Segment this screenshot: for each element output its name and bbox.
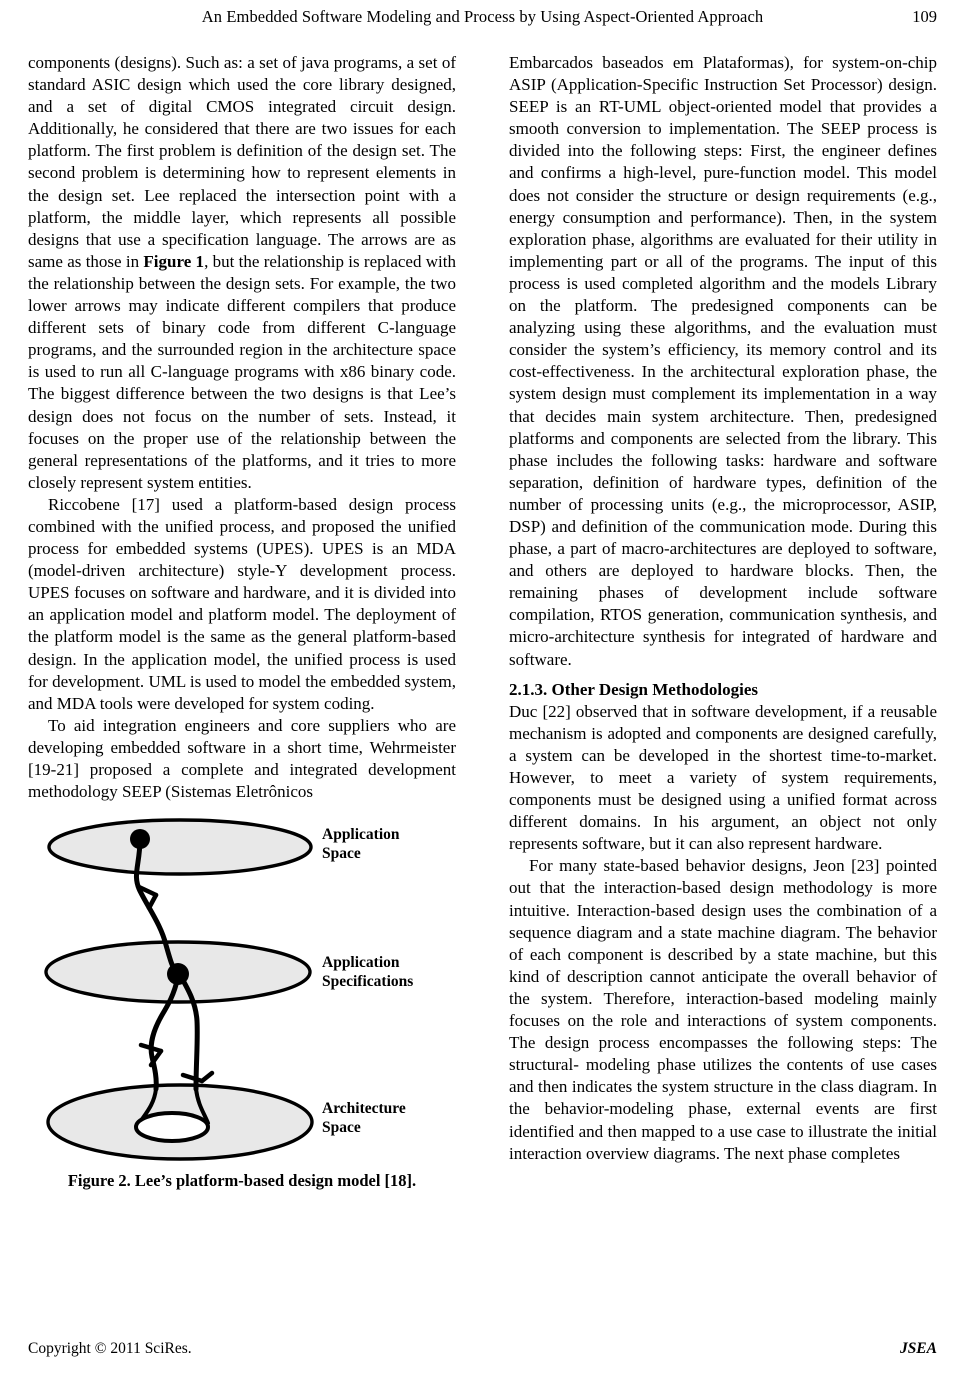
- figure-1-reference: Figure 1: [143, 251, 205, 271]
- label-application-specifications-line1: Application: [322, 954, 400, 972]
- page-footer: [28, 1340, 937, 1362]
- label-application-specifications: [322, 954, 413, 990]
- two-column-body: [28, 52, 937, 1297]
- running-head: [0, 0, 965, 37]
- label-application-space-line2: Space: [322, 845, 361, 863]
- paragraph-duc: Duc [22] observed that in software development, if a reusable mechanism is adopted and components are designed carefully, a system can be developed in the shortest time-to-market. However, to meet a variety of system requirements, components must be designed using a unified format across different domains. In his argument, an object not only represents software, but it can also represent hardware.: [509, 701, 937, 854]
- figure-2: [28, 817, 456, 1191]
- figure-2-graphic: [28, 817, 456, 1169]
- paragraph-components: [28, 52, 456, 494]
- copyright-notice: Copyright © 2011 SciRes.: [28, 1340, 192, 1357]
- paragraph-components-text-after: , but the relationship is replaced with the relationship between the design sets. For example, the two lower arrows may indicate different compilers that produce different sets of binary code from different C-language programs, and the surrounded region in the architecture space is used to run all C-language programs with x86 binary code. The biggest difference between the two designs is that Lee’s design does not focus on the number of sets. Instead, it focuses on the proper use of the relationship between the general representations of the platforms, and it tries to more closely represent system entities.: [28, 251, 456, 492]
- arrowhead-lower-right-barb-b: [202, 1073, 212, 1081]
- label-application-specifications-line2: Specifications: [322, 973, 414, 991]
- figure-2-caption: Figure 2. Lee’s platform-based design model [18].: [67, 1171, 417, 1191]
- funnel-mouth-ellipse: [136, 1113, 208, 1141]
- paragraph-jeon: For many state-based behavior designs, Jeon [23] pointed out that the interaction-based design methodology is more intuitive. Interaction-based design uses the combination of a sequence diagram and a state machine diagram. The behavior of each component is described by a state machine, but this kind of description cannot anticipate the overall behavior of the system. Therefore, interaction-based modeling mainly focuses on the role and interactions of system components. The design process encompasses the following steps: The structural- modeling phase utilizes the contents of use cases and then indicates the system structure in the class diagram. In the behavior-modeling phase, external events are first identified and then mapped to a use case to illustrate the initial interaction overview diagrams. The next phase completes: [509, 856, 937, 1163]
- arrowhead-upper-barb-b: [149, 895, 156, 908]
- journal-abbreviation: JSEA: [899, 1340, 937, 1357]
- left-column: [28, 52, 456, 1191]
- node-dot-application-specifications: [167, 963, 189, 985]
- label-application-space: [322, 826, 400, 862]
- arrowhead-lower-left-barb-a: [141, 1045, 161, 1051]
- label-architecture-space-line2: Space: [322, 1119, 361, 1137]
- application-space-ellipse: [49, 820, 311, 874]
- arrowhead-lower-right-barb-a: [183, 1075, 202, 1081]
- section-heading-2-1-3: 2.1.3. Other Design Methodologies: [509, 679, 759, 699]
- paragraph-riccobene: Riccobene [17] used a platform-based design process combined with the unified process, and proposed the unified process for embedded systems (UPES). UPES is an MDA (model-driven architecture) style-Y development process. UPES focuses on software and hardware, and it is divided into an application model and platform model. The deployment of the platform model is the same as the general platform-based design. In the application model, the unified process is used for development. UML is used to model the embedded system, and MDA tools were developed for system coding.: [28, 494, 456, 713]
- running-head-title: An Embedded Software Modeling and Process by Using Aspect-Oriented Approach: [201, 7, 764, 26]
- plane-application-space: [49, 820, 311, 874]
- label-application-space-line1: Application: [322, 826, 400, 844]
- paragraph-components-text-before: components (designs). Such as: a set of java programs, a set of standard ASIC design which used the core library designed, and a set of digital CMOS integrated circuit design. Additionally, he considered that there are two issues for each platform. The first problem is definition of the design set. The second problem is determining how to represent elements in the design set. Lee replaced the intersection point with a platform, the middle layer, which represents all possible designs that use a specification language. The arrows are as same as those in: [28, 53, 456, 271]
- right-column: [509, 52, 937, 1165]
- label-architecture-space: [322, 1100, 406, 1136]
- lee-platform-model-diagram: [28, 817, 456, 1169]
- label-architecture-space-line1: Architecture: [322, 1100, 406, 1118]
- paragraph-seep: Embarcados baseados em Plataformas), for system-on-chip ASIP (Application-Specific Instruction Set Processor) design. SEEP is an RT-UML object-oriented model that provides a smooth conversion to implementation. The SEEP process is divided into the following steps: First, the engineer defines and confirms a high-level, pure-function model. This model does not consider the structure or design requirements (e.g., energy consumption and performance). Then, in the system exploration phase, algorithms are evaluated for their utility in implementing part or all of the programs. The input of this process is used completed algorithm and the models Library on the platform. The predesigned components can be analyzing using these algorithms, and the evaluation must consider the system’s efficiency, its memory control and its cost-effectiveness. In the architectural exploration phase, the system design must complement its implementation in a way that decides main system architecture. Then, predesigned platforms and components are selected from the library. This phase includes the following tasks: hardware and software separation, definition of hardware types, definition of the number of processing units (e.g., the microprocessor, ASIP, DSP) and definition of the communication mode. During this phase, a part of macro-architectures are deployed to software, and others are deployed to hardware blocks. Then, the remaining phases of development include software compilation, RTOS generation, communication synthesis, and micro-architecture synthesis for integrated of hardware and software.: [509, 53, 937, 669]
- page-number: 109: [912, 7, 937, 26]
- node-dot-application-space: [130, 829, 150, 849]
- paragraph-wehrmeister: To aid integration engineers and core suppliers who are developing embedded software in a short time, Wehrmeister [19-21] proposed a complete and integrated development methodology SEEP (Sistemas Eletrônicos: [28, 715, 456, 802]
